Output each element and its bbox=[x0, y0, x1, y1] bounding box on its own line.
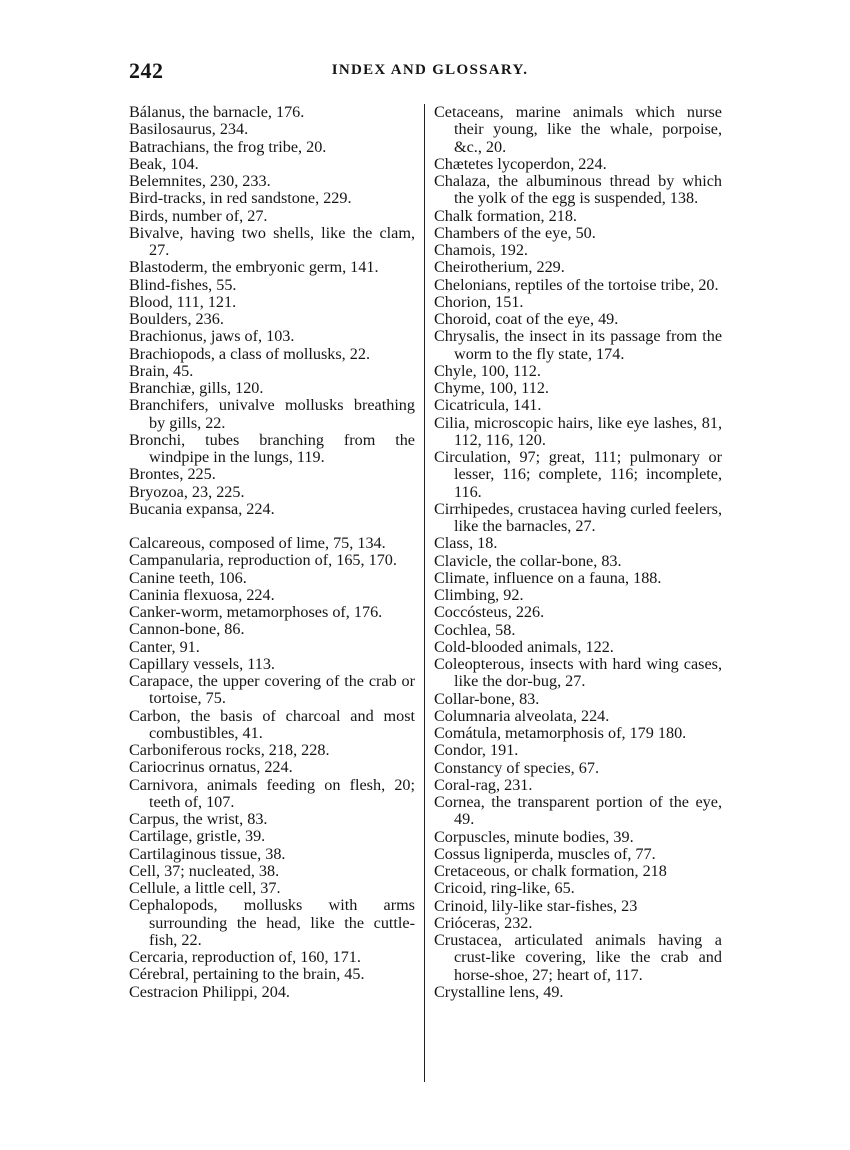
index-entry: Birds, number of, 27. bbox=[129, 206, 268, 225]
index-entry: Cestracion Philippi, 204. bbox=[129, 982, 290, 1001]
index-entry: Condor, 191. bbox=[434, 741, 519, 760]
index-entry: Brontes, 225. bbox=[129, 465, 216, 484]
index-entry: Capillary vessels, 113. bbox=[129, 654, 275, 673]
index-entry: Crióceras, 232. bbox=[434, 913, 533, 932]
index-entry: Beak, 104. bbox=[129, 154, 199, 173]
index-entry: Brachiopods, a class of mollusks, 22. bbox=[129, 344, 370, 363]
index-entry: Belemnites, 230, 233. bbox=[129, 172, 271, 190]
index-entry: Cariocrinus ornatus, 224. bbox=[129, 758, 293, 777]
index-entry: Cartilaginous tissue, 38. bbox=[129, 844, 286, 863]
index-entry: Climate, influence on a fauna, 188. bbox=[434, 568, 662, 587]
index-entry: Corpuscles, minute bodies, 39. bbox=[434, 827, 634, 846]
index-entry: Clavicle, the collar-bone, 83. bbox=[434, 551, 622, 570]
index-entry: Brachionus, jaws of, 103. bbox=[129, 327, 295, 346]
index-entry: Cérebral, pertaining to the brain, 45. bbox=[129, 965, 365, 984]
index-entry: Cornea, the transparent portion of the eye, 49. bbox=[434, 793, 722, 829]
page-number: 242 bbox=[129, 58, 164, 83]
index-entry: Comátula, metamorphosis of, 179 180. bbox=[434, 724, 687, 742]
index-entry: Columnaria alveolata, 224. bbox=[434, 706, 610, 725]
index-entry: Canine teeth, 106. bbox=[129, 568, 247, 587]
index-entry: Chamois, 192. bbox=[434, 241, 528, 259]
index-entry: Collar-bone, 83. bbox=[434, 689, 540, 708]
index-entry: Caninia flexuosa, 224. bbox=[129, 585, 275, 604]
index-entry: Carbon, the basis of charcoal and most combustibles, 41. bbox=[129, 706, 415, 742]
index-entry: Boulders, 236. bbox=[129, 310, 224, 328]
index-entry: Bivalve, having two shells, like the clam, 27. bbox=[129, 223, 415, 259]
index-entry: Cetaceans, marine animals which nurse their young, like the whale, porpoise, &c., 20. bbox=[434, 103, 722, 156]
index-entry: Cicatricula, 141. bbox=[434, 396, 542, 415]
index-entry: Batrachians, the frog tribe, 20. bbox=[129, 137, 327, 156]
index-entry: Carapace, the upper covering of the crab or tortoise, 75. bbox=[129, 672, 415, 708]
index-entry: Canter, 91. bbox=[129, 637, 200, 656]
index-entry: Chætetes lycoperdon, 224. bbox=[434, 154, 607, 173]
index-entry: Cercaria, reproduction of, 160, 171. bbox=[129, 948, 361, 966]
index-entry: Blood, 111, 121. bbox=[129, 292, 237, 311]
index-entry: Crustacea, articulated animals having a crust-like covering, like the crab and horse-shoe, 27; heart of, 117. bbox=[434, 931, 722, 984]
index-entry: Chelonians, reptiles of the tortoise tribe, 20. bbox=[434, 275, 719, 294]
index-entry: Class, 18. bbox=[434, 534, 498, 553]
index-entry: Chyle, 100, 112. bbox=[434, 361, 541, 380]
index-entry: Cellule, a little cell, 37. bbox=[129, 879, 281, 897]
index-entry: Cartilage, gristle, 39. bbox=[129, 827, 266, 846]
index-entry: Chrysalis, the insect in its passage from the worm to the fly state, 174. bbox=[434, 327, 722, 363]
index-entry: Coral-rag, 231. bbox=[434, 775, 533, 794]
index-entry: Crinoid, lily-like star-fishes, 23 bbox=[434, 896, 638, 915]
index-entry: Chorion, 151. bbox=[434, 292, 524, 311]
index-entry: Chalaza, the albuminous thread by which the yolk of the egg is suspended, 138. bbox=[434, 172, 722, 208]
index-entry: Cricoid, ring-like, 65. bbox=[434, 879, 575, 898]
index-entry: Cossus ligniperda, muscles of, 77. bbox=[434, 844, 656, 863]
index-entry: Cilia, microscopic hairs, like eye lashes, 81, 112, 116, 120. bbox=[434, 413, 722, 449]
index-entry: Constancy of species, 67. bbox=[434, 758, 599, 777]
index-entry: Choroid, coat of the eye, 49. bbox=[434, 310, 619, 328]
index-entry: Cannon-bone, 86. bbox=[129, 620, 245, 639]
index-entry: Carboniferous rocks, 218, 228. bbox=[129, 741, 330, 759]
index-entry: Chalk formation, 218. bbox=[434, 206, 577, 225]
index-entry: Cell, 37; nucleated, 38. bbox=[129, 861, 280, 880]
running-head: INDEX AND GLOSSARY. bbox=[331, 62, 529, 78]
index-entry: Cephalopods, mollusks with arms surrounding the head, like the cuttle-fish, 22. bbox=[129, 896, 415, 949]
index-entry: Carpus, the wrist, 83. bbox=[129, 810, 268, 828]
index-entry: Bird-tracks, in red sandstone, 229. bbox=[129, 189, 352, 208]
index-entry: Brain, 45. bbox=[129, 361, 194, 380]
index-entry: Coleopterous, insects with hard wing cases, like the dor-bug, 27. bbox=[434, 655, 722, 691]
index-entry: Bronchi, tubes branching from the windpipe in the lungs, 119. bbox=[129, 430, 415, 466]
index-entry: Calcareous, composed of lime, 75, 134. bbox=[129, 534, 386, 552]
index-entry: Blind-fishes, 55. bbox=[129, 275, 237, 294]
index-entry: Cretaceous, or chalk formation, 218 bbox=[434, 862, 667, 880]
index-entry: Blastoderm, the embryonic germ, 141. bbox=[129, 258, 379, 277]
index-entry: Coccósteus, 226. bbox=[434, 603, 545, 622]
index-entry: Cirrhipedes, crustacea having curled feelers, like the barnacles, 27. bbox=[434, 499, 722, 535]
index-entry: Bryozoa, 23, 225. bbox=[129, 482, 245, 501]
index-entry: Bálanus, the barnacle, 176. bbox=[129, 103, 305, 121]
index-entry: Campanularia, reproduction of, 165, 170. bbox=[129, 551, 397, 570]
index-entry: Climbing, 92. bbox=[434, 586, 524, 604]
index-entry: Basilosaurus, 234. bbox=[129, 120, 249, 139]
index-entry: Canker-worm, metamorphoses of, 176. bbox=[129, 603, 383, 621]
index-entry: Cochlea, 58. bbox=[434, 620, 516, 639]
index-entry: Cheirotherium, 229. bbox=[434, 258, 565, 277]
index-entry: Crystalline lens, 49. bbox=[434, 982, 564, 1001]
index-entry: Bucania expansa, 224. bbox=[129, 499, 275, 518]
index-column-left bbox=[129, 104, 415, 1001]
index-entry: Branchiæ, gills, 120. bbox=[129, 379, 264, 397]
column-divider bbox=[424, 104, 425, 1082]
index-entry: Circulation, 97; great, 111; pulmonary or lesser, 116; complete, 116; incomplete, 116. bbox=[434, 448, 722, 501]
index-entry: Cold-blooded animals, 122. bbox=[434, 637, 614, 656]
index-entry: Branchifers, univalve mollusks breathing by gills, 22. bbox=[129, 396, 415, 432]
index-entry: Chyme, 100, 112. bbox=[434, 379, 549, 397]
index-entry: Carnivora, animals feeding on flesh, 20; teeth of, 107. bbox=[129, 775, 415, 811]
index-column-right bbox=[434, 104, 722, 1001]
index-entry: Chambers of the eye, 50. bbox=[434, 223, 596, 242]
